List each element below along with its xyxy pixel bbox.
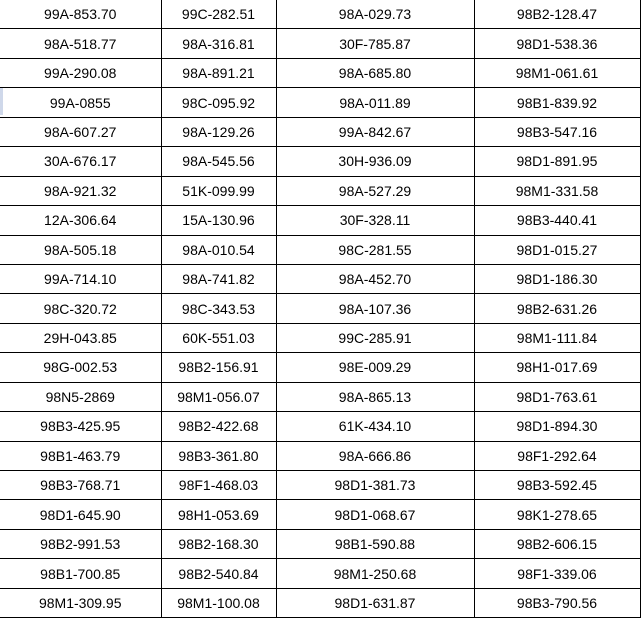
table-cell[interactable]: 98D1-015.27: [474, 235, 640, 264]
table-cell[interactable]: 98A-129.26: [161, 117, 276, 146]
table-cell[interactable]: 60K-551.03: [161, 323, 276, 352]
table-row: [0, 294, 640, 323]
table-row: [0, 323, 640, 352]
table-cell[interactable]: 98B1-590.88: [276, 529, 474, 558]
table-cell[interactable]: 98B2-128.47: [474, 0, 640, 29]
table-cell[interactable]: 98B3-425.95: [0, 412, 161, 441]
table-row: [0, 500, 640, 529]
table-cell[interactable]: 98B2-991.53: [0, 529, 161, 558]
table-row: [0, 412, 640, 441]
table-cell[interactable]: 98D1-631.87: [276, 588, 474, 617]
table-cell[interactable]: 98E-009.29: [276, 353, 474, 382]
table-cell[interactable]: 30A-676.17: [0, 147, 161, 176]
table-cell[interactable]: 98B3-361.80: [161, 441, 276, 470]
table-cell[interactable]: 99C-285.91: [276, 323, 474, 352]
table-cell[interactable]: 98D1-894.30: [474, 412, 640, 441]
table-cell[interactable]: 98A-666.86: [276, 441, 474, 470]
table-cell[interactable]: 98M1-331.58: [474, 176, 640, 205]
table-row: [0, 471, 640, 500]
table-cell[interactable]: 98B2-168.30: [161, 529, 276, 558]
table-cell[interactable]: 98A-921.32: [0, 176, 161, 205]
table-cell[interactable]: 98H1-017.69: [474, 353, 640, 382]
table-cell[interactable]: 30F-328.11: [276, 206, 474, 235]
table-cell[interactable]: 98M1-250.68: [276, 559, 474, 588]
table-cell[interactable]: 98D1-538.36: [474, 29, 640, 58]
table-cell[interactable]: 29H-043.85: [0, 323, 161, 352]
table-row: [0, 29, 640, 58]
table-cell[interactable]: 98D1-186.30: [474, 264, 640, 293]
table-cell[interactable]: 98B2-540.84: [161, 559, 276, 588]
table-cell[interactable]: 98B2-422.68: [161, 412, 276, 441]
table-cell[interactable]: 98D1-381.73: [276, 471, 474, 500]
table-cell[interactable]: 51K-099.99: [161, 176, 276, 205]
table-cell[interactable]: 98B2-631.26: [474, 294, 640, 323]
table-cell[interactable]: 15A-130.96: [161, 206, 276, 235]
table-cell[interactable]: 98C-343.53: [161, 294, 276, 323]
table-cell[interactable]: 98M1-100.08: [161, 588, 276, 617]
table-cell[interactable]: 98A-316.81: [161, 29, 276, 58]
table-cell[interactable]: 98A-518.77: [0, 29, 161, 58]
table-cell[interactable]: 98A-545.56: [161, 147, 276, 176]
table-row: [0, 382, 640, 411]
table-cell[interactable]: 98B3-592.45: [474, 471, 640, 500]
table-cell[interactable]: 98C-095.92: [161, 88, 276, 117]
table-cell[interactable]: 98C-320.72: [0, 294, 161, 323]
table-cell[interactable]: 98C-281.55: [276, 235, 474, 264]
table-cell[interactable]: 98B1-463.79: [0, 441, 161, 470]
table-cell[interactable]: 98A-741.82: [161, 264, 276, 293]
table-cell[interactable]: 98B2-156.91: [161, 353, 276, 382]
table-cell[interactable]: 98M1-061.61: [474, 58, 640, 87]
table-cell[interactable]: 98M1-111.84: [474, 323, 640, 352]
table-cell[interactable]: 98D1-891.95: [474, 147, 640, 176]
table-row: [0, 88, 640, 117]
table-row: [0, 147, 640, 176]
table-cell[interactable]: 98N5-2869: [0, 382, 161, 411]
table-cell[interactable]: 98A-452.70: [276, 264, 474, 293]
table-cell[interactable]: 98A-527.29: [276, 176, 474, 205]
table-row: [0, 264, 640, 293]
table-row: [0, 441, 640, 470]
table-row: [0, 353, 640, 382]
table-cell[interactable]: 98B1-839.92: [474, 88, 640, 117]
table-cell[interactable]: 98A-865.13: [276, 382, 474, 411]
table-row: [0, 559, 640, 588]
table-cell[interactable]: 98G-002.53: [0, 353, 161, 382]
table-cell[interactable]: 98D1-068.67: [276, 500, 474, 529]
table-cell[interactable]: 12A-306.64: [0, 206, 161, 235]
table-cell[interactable]: 98A-011.89: [276, 88, 474, 117]
table-cell[interactable]: 99A-714.10: [0, 264, 161, 293]
table-cell[interactable]: 98B3-790.56: [474, 588, 640, 617]
table-cell[interactable]: 98D1-645.90: [0, 500, 161, 529]
table-row: [0, 235, 640, 264]
table-cell[interactable]: 98B3-768.71: [0, 471, 161, 500]
table-cell[interactable]: 98B3-547.16: [474, 117, 640, 146]
table-cell[interactable]: 99A-853.70: [0, 0, 161, 29]
table-row: [0, 588, 640, 617]
table-cell[interactable]: 99A-290.08: [0, 58, 161, 87]
table-cell[interactable]: 98A-029.73: [276, 0, 474, 29]
table-cell[interactable]: 98K1-278.65: [474, 500, 640, 529]
table-row: [0, 0, 640, 29]
table-cell[interactable]: 98M1-309.95: [0, 588, 161, 617]
table-cell[interactable]: 99C-282.51: [161, 0, 276, 29]
table-cell[interactable]: 98M1-056.07: [161, 382, 276, 411]
table-cell[interactable]: 98B3-440.41: [474, 206, 640, 235]
table-cell[interactable]: 98A-505.18: [0, 235, 161, 264]
table-cell[interactable]: 98F1-468.03: [161, 471, 276, 500]
table-cell[interactable]: 61K-434.10: [276, 412, 474, 441]
table-cell[interactable]: 30F-785.87: [276, 29, 474, 58]
table-cell[interactable]: 98D1-763.61: [474, 382, 640, 411]
table-cell[interactable]: 99A-0855: [0, 88, 161, 117]
table-cell[interactable]: 98A-010.54: [161, 235, 276, 264]
table-row: [0, 176, 640, 205]
table-cell[interactable]: 98A-607.27: [0, 117, 161, 146]
table-cell[interactable]: 98B1-700.85: [0, 559, 161, 588]
table-row: [0, 206, 640, 235]
table-cell[interactable]: 30H-936.09: [276, 147, 474, 176]
table-cell[interactable]: 99A-842.67: [276, 117, 474, 146]
table-cell[interactable]: 98F1-292.64: [474, 441, 640, 470]
table-row: [0, 117, 640, 146]
table-row: [0, 58, 640, 87]
table-cell[interactable]: 98F1-339.06: [474, 559, 640, 588]
table-row: [0, 529, 640, 558]
table-cell[interactable]: 98B2-606.15: [474, 529, 640, 558]
table-cell[interactable]: 98A-107.36: [276, 294, 474, 323]
table-cell[interactable]: 98H1-053.69: [161, 500, 276, 529]
table-cell[interactable]: 98A-685.80: [276, 58, 474, 87]
table-cell[interactable]: 98A-891.21: [161, 58, 276, 87]
